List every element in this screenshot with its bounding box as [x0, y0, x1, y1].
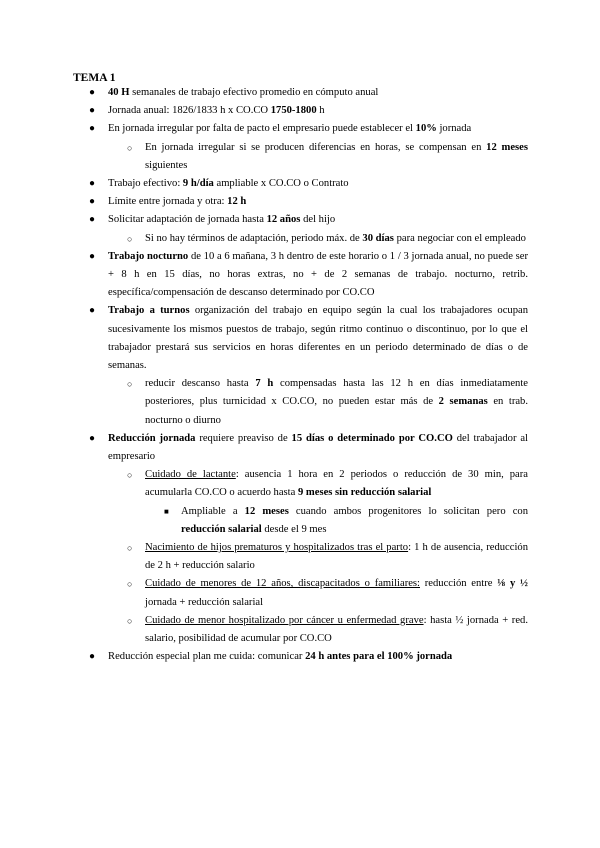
bullet-dot-icon: ●: [89, 250, 96, 262]
sub-list-item: ○ Nacimiento de hijos prematuros y hospitalizados tras el parto: 1 h de ausencia, reducción de 2 h + reducción salario: [145, 539, 528, 575]
sub-list-item: ○ Cuidado de menor hospitalizado por cáncer u enfermedad grave: hasta ½ jornada + red. salario, posibilidad de acumular por CO.CO: [145, 612, 528, 648]
sub-list-item: ○ Cuidado de menores de 12 años, discapacitados o familiares: reducción entre ⅛ y ½ jornada + reducción salarial: [145, 575, 528, 611]
bullet-circle-icon: ○: [127, 142, 133, 153]
bullet-dot-icon: ●: [89, 123, 96, 135]
list-item: ● Trabajo a turnos organización del trabajo en equipo según la cual los trabajadores ocupan sucesivamente los mismos puestos de trabajo, según ritmo continuo o discontinuo, por lo que el trabajador prestará sus servicios en horas diferentes en un periodo determinado de días o de semanas.: [108, 302, 528, 375]
list-item: ● Reducción especial plan me cuida: comunicar 24 h antes para el 100% jornada: [108, 648, 528, 666]
bullet-dot-icon: ●: [89, 651, 96, 663]
sub-list-item: ○ reducir descanso hasta 7 h compensadas hasta las 12 h en días inmediatamente posteriores, plus turnicidad x CO.CO, no pueden estar más de 2 semanas en trab. nocturno o diurno: [145, 375, 528, 430]
bullet-dot-icon: ●: [89, 105, 96, 117]
bullet-dot-icon: ●: [89, 178, 96, 190]
list-item: ● Trabajo nocturno de 10 a 6 mañana, 3 h dentro de este horario o 1 / 3 jornada anual, no puede ser + 8 h en 15 días, no horas extras, no + de 2 semanas de trabajo. nocturno, retrib. específica/compensación de descanso determinado por CO.CO: [108, 248, 528, 303]
bullet-dot-icon: ●: [89, 432, 96, 444]
bullet-circle-icon: ○: [127, 543, 133, 554]
sub-list-item: ○ En jornada irregular si se producen diferencias en horas, se compensan en 12 meses siguientes: [145, 139, 528, 175]
bullet-dot-icon: ●: [89, 214, 96, 226]
list-item: ● En jornada irregular por falta de pacto el empresario puede establecer el 10% jornada: [108, 120, 528, 138]
bullet-circle-icon: ○: [127, 615, 133, 626]
sub-sub-list-item: ■ Ampliable a 12 meses cuando ambos progenitores lo solicitan pero con reducción salarial desde el 9 mes: [181, 503, 528, 539]
notes-list: [0, 84, 600, 667]
sub-list-item: ○ Si no hay términos de adaptación, periodo máx. de 30 días para negociar con el empleado: [145, 230, 528, 248]
list-item: ● Reducción jornada requiere preaviso de 15 días o determinado por CO.CO del trabajador al empresario: [108, 430, 528, 466]
bullet-dot-icon: ●: [89, 87, 96, 98]
sub-list-item: ○ Cuidado de lactante: ausencia 1 hora en 2 periodos o reducción de 30 min, para acumularla CO.CO o acuerdo hasta 9 meses sin reducción salarial: [145, 466, 528, 502]
list-item: ● Jornada anual: 1826/1833 h x CO.CO 1750-1800 h: [108, 102, 528, 120]
bullet-dot-icon: ●: [89, 196, 96, 208]
list-item: ● 40 H semanales de trabajo efectivo promedio en cómputo anual: [108, 84, 528, 102]
bullet-circle-icon: ○: [127, 470, 133, 481]
list-item: ● Límite entre jornada y otra: 12 h: [108, 193, 528, 211]
bullet-circle-icon: ○: [127, 379, 133, 390]
list-item: ● Solicitar adaptación de jornada hasta 12 años del hijo: [108, 211, 528, 229]
bullet-dot-icon: ●: [89, 305, 96, 317]
list-item: ● Trabajo efectivo: 9 h/día ampliable x CO.CO o Contrato: [108, 175, 528, 193]
bullet-circle-icon: ○: [127, 579, 133, 590]
bullet-square-icon: ■: [164, 506, 169, 516]
bullet-circle-icon: ○: [127, 233, 133, 244]
page-title: TEMA 1: [73, 72, 116, 84]
